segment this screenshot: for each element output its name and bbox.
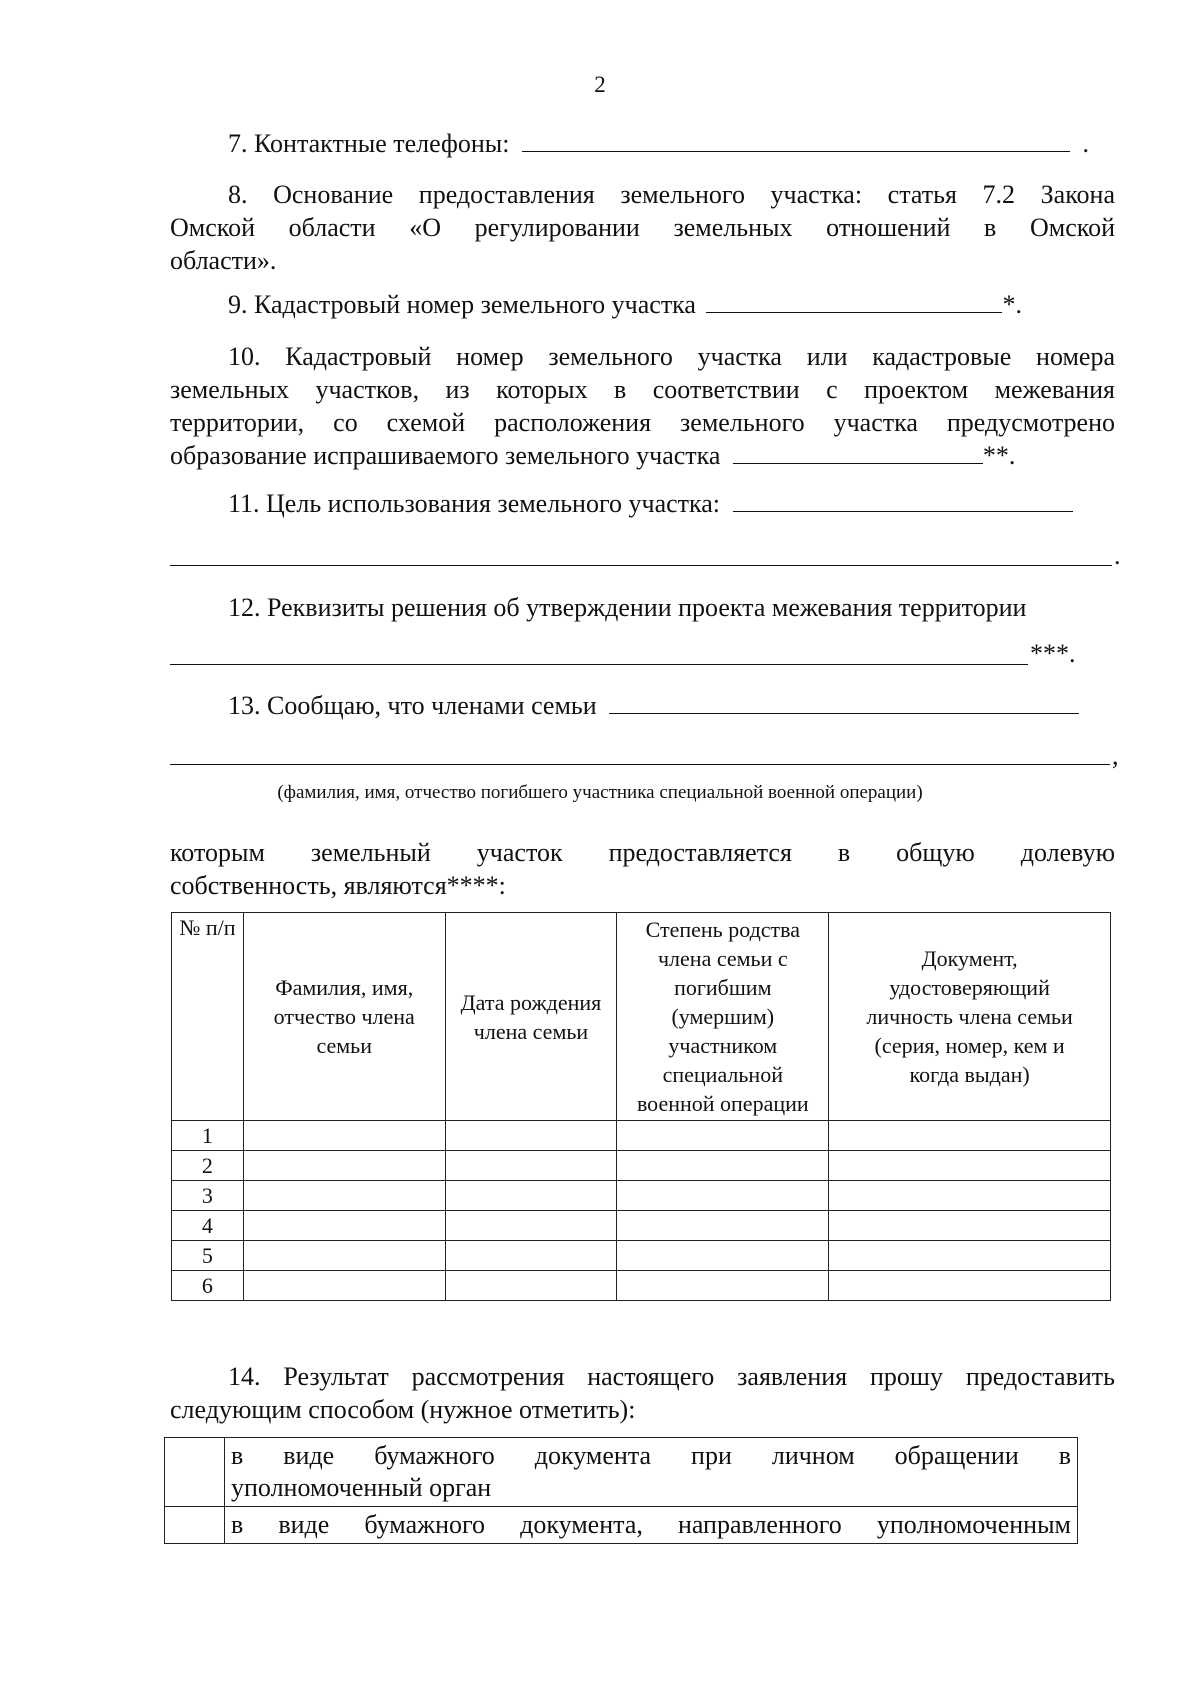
cell-identity-document[interactable]	[829, 1241, 1111, 1271]
header-identity-document-text: Документ, удостоверяющий личность члена семьи (серия, номер, кем и когда выдан)	[866, 946, 1073, 1087]
cell-relationship[interactable]	[617, 1151, 829, 1181]
land-use-purpose-field[interactable]	[733, 489, 1073, 512]
header-relationship	[617, 913, 829, 1121]
cell-full-name[interactable]	[243, 1241, 445, 1271]
item-13-label: 13. Сообщаю, что членами семьи	[228, 691, 597, 720]
row-number: 1	[172, 1121, 244, 1151]
item-10	[170, 340, 1115, 472]
cell-birth-date[interactable]	[445, 1181, 617, 1211]
page-number: 2	[594, 72, 606, 97]
cell-relationship[interactable]	[617, 1121, 829, 1151]
cell-relationship[interactable]	[617, 1181, 829, 1211]
header-full-name-text: Фамилия, имя, отчество члена семьи	[273, 975, 415, 1058]
cell-full-name[interactable]	[243, 1211, 445, 1241]
family-members-table	[171, 912, 1111, 1301]
result-option-row	[165, 1438, 1078, 1507]
option-line: в виде бумажного документа при личном обращении в	[231, 1441, 1071, 1470]
cell-relationship[interactable]	[617, 1241, 829, 1271]
item-8	[170, 178, 1115, 277]
cadastral-number-field[interactable]	[706, 290, 1002, 313]
cell-identity-document[interactable]	[829, 1271, 1111, 1301]
item-12-label: 12. Реквизиты решения об утверждении проекта межевания территории	[228, 593, 1027, 622]
table-row	[172, 1121, 1111, 1151]
item-10-end: **.	[982, 441, 1016, 470]
header-identity-document	[829, 913, 1111, 1121]
item-13	[228, 690, 1079, 722]
result-options-table	[164, 1437, 1078, 1544]
item-13-cont-line: собственность, являются****:	[170, 871, 506, 900]
item-9	[228, 289, 1022, 321]
item-14-line: 14. Результат рассмотрения настоящего заявления прошу предоставить	[228, 1362, 1115, 1391]
cell-relationship[interactable]	[617, 1211, 829, 1241]
header-number: № п/п	[172, 913, 244, 1121]
option-text-by-mail	[225, 1507, 1078, 1544]
item-10-line: земельных участков, из которых в соответствии с проектом межевания	[170, 375, 1115, 404]
cell-full-name[interactable]	[243, 1121, 445, 1151]
option-checkbox-in-person[interactable]	[165, 1438, 225, 1507]
table-row	[172, 1211, 1111, 1241]
item-13-end: ,	[1112, 741, 1119, 770]
item-11	[228, 488, 1073, 520]
row-number: 6	[172, 1271, 244, 1301]
survey-project-decision-field[interactable]	[170, 664, 1028, 665]
cell-relationship[interactable]	[617, 1271, 829, 1301]
header-birth-date	[445, 913, 617, 1121]
table-row	[172, 1241, 1111, 1271]
deceased-name-field[interactable]	[609, 691, 1079, 714]
cell-birth-date[interactable]	[445, 1271, 617, 1301]
row-number: 3	[172, 1181, 244, 1211]
item-14	[170, 1360, 1115, 1426]
table-row	[172, 1271, 1111, 1301]
item-11-end: .	[1114, 541, 1121, 570]
item-9-label: 9. Кадастровый номер земельного участка	[228, 290, 696, 319]
cell-identity-document[interactable]	[829, 1121, 1111, 1151]
cell-birth-date[interactable]	[445, 1241, 617, 1271]
item-13-cont-line: которым земельный участок предоставляется в общую долевую	[170, 838, 1115, 867]
row-number: 2	[172, 1151, 244, 1181]
item-13-continuation	[170, 836, 1115, 902]
item-10-line: 10. Кадастровый номер земельного участка или кадастровые номера	[228, 342, 1115, 371]
cell-full-name[interactable]	[243, 1271, 445, 1301]
cell-birth-date[interactable]	[445, 1121, 617, 1151]
phones-field[interactable]	[522, 129, 1070, 152]
result-option-row	[165, 1507, 1078, 1544]
item-10-line: территории, со схемой расположения земельного участка предусмотрено	[170, 408, 1115, 437]
deceased-name-caption: (фамилия, имя, отчество погибшего участника специальной военной операции)	[277, 782, 923, 803]
header-full-name	[243, 913, 445, 1121]
deceased-name-field-line2[interactable]	[170, 764, 1110, 765]
item-7	[228, 128, 1089, 160]
option-line: в виде бумажного документа, направленного уполномоченным	[231, 1510, 1071, 1539]
option-checkbox-by-mail[interactable]	[165, 1507, 225, 1544]
item-8-line: 8. Основание предоставления земельного участка: статья 7.2 Закона	[228, 180, 1115, 209]
item-8-line: Омской области «О регулировании земельных отношений в Омской	[170, 213, 1115, 242]
row-number: 5	[172, 1241, 244, 1271]
item-11-label: 11. Цель использования земельного участка:	[228, 489, 721, 518]
header-relationship-text: Степень родства члена семьи с погибшим (умершим) участником специальной военной операции	[636, 917, 809, 1116]
cell-full-name[interactable]	[243, 1181, 445, 1211]
table-row	[172, 1151, 1111, 1181]
land-use-purpose-field-line2[interactable]	[170, 565, 1112, 566]
cell-full-name[interactable]	[243, 1151, 445, 1181]
cell-birth-date[interactable]	[445, 1211, 617, 1241]
cell-identity-document[interactable]	[829, 1211, 1111, 1241]
item-12-end: ***.	[1030, 639, 1076, 668]
option-line: уполномоченный орган	[231, 1473, 492, 1502]
cell-birth-date[interactable]	[445, 1151, 617, 1181]
header-birth-date-text: Дата рождения члена семьи	[460, 989, 602, 1044]
item-8-line: области».	[170, 246, 277, 275]
row-number: 4	[172, 1211, 244, 1241]
table-row	[172, 1181, 1111, 1211]
item-7-label: 7. Контактные телефоны:	[228, 129, 510, 158]
source-cadastral-numbers-field[interactable]	[733, 441, 983, 464]
item-14-line: следующим способом (нужное отметить):	[170, 1395, 636, 1424]
cell-identity-document[interactable]	[829, 1151, 1111, 1181]
item-7-end: .	[1082, 129, 1089, 158]
item-10-last-line	[170, 439, 1115, 472]
item-10-last-label: образование испрашиваемого земельного участка	[170, 441, 721, 470]
item-9-end: *.	[1002, 290, 1022, 319]
cell-identity-document[interactable]	[829, 1181, 1111, 1211]
option-text-in-person	[225, 1438, 1078, 1507]
